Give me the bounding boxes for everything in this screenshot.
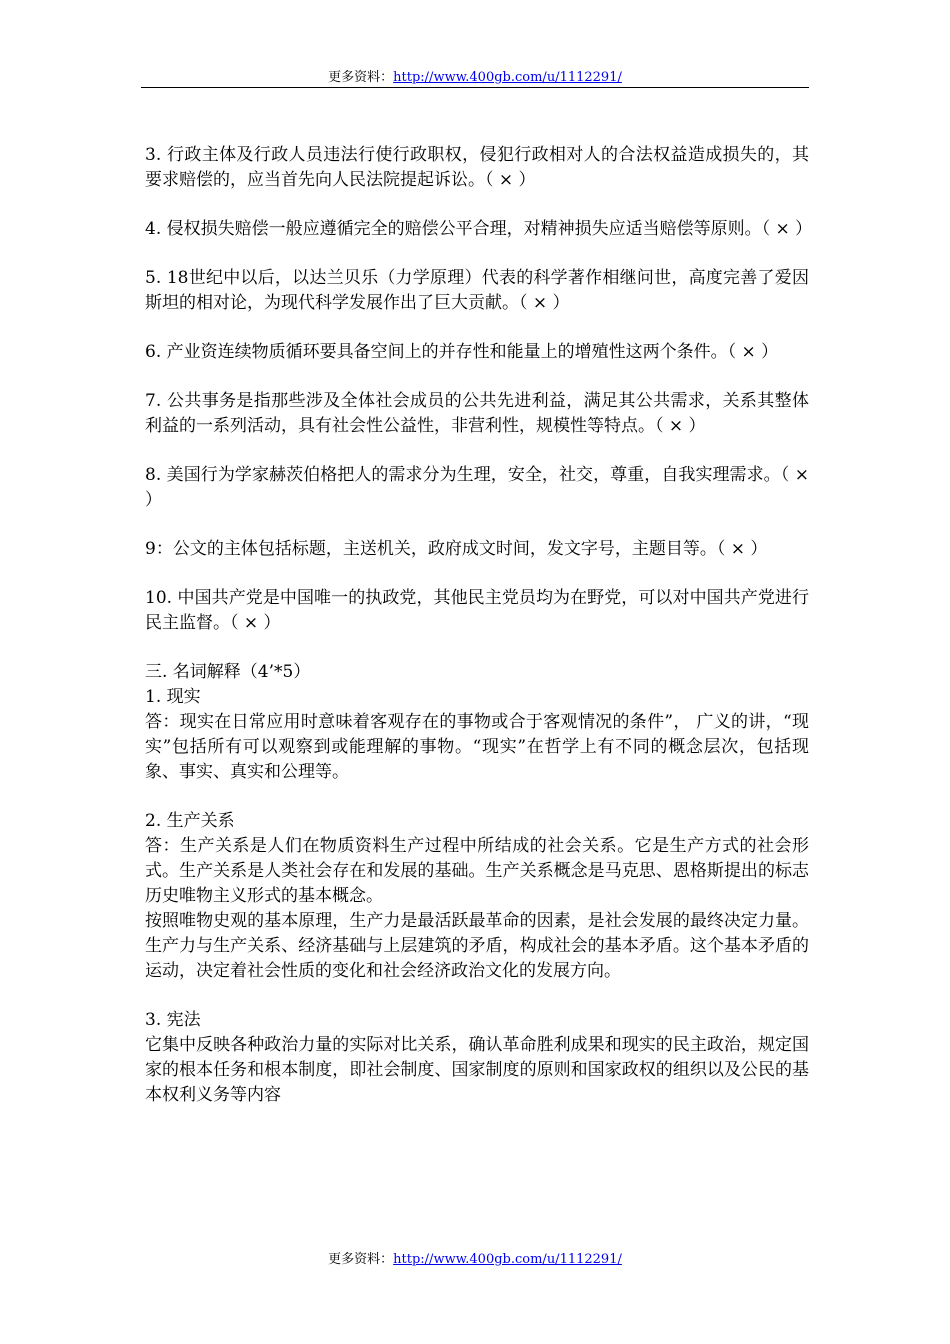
header-link[interactable]: http://www.400gb.com/u/1112291/ [393,70,622,85]
true-false-item-8: 8. 美国行为学家赫茨伯格把人的需求分为生理，安全，社交，尊重，自我实理需求。（ × ） [145,465,809,510]
term-answer: 它集中反映各种政治力量的实际对比关系，确认革命胜利成果和现实的民主政治，规定国家的根本任务和根本制度，即社会制度、国家制度的原则和国家政权的组织以及公民的基本权利义务等内容 [145,1035,809,1105]
header-rule [141,87,809,88]
document-body [145,143,813,1108]
term-title: 2. 生产关系 [145,811,235,831]
true-false-item-9: 9：公文的主体包括标题，主送机关，政府成文时间，发文字号，主题目等。（ × ） [145,539,768,559]
true-false-item-5: 5. 18世纪中以后，以达兰贝乐（力学原理）代表的科学著作相继问世，高度完善了爱因斯坦的相对论，为现代科学发展作出了巨大贡献。（ × ） [145,268,809,313]
true-false-item-6: 6. 产业资连续物质循环要具备空间上的并存性和能量上的增殖性这两个条件。（ × ） [145,342,779,362]
true-false-item-3: 3. 行政主体及行政人员违法行使行政职权，侵犯行政相对人的合法权益造成损失的，其要求赔偿的，应当首先向人民法院提起诉讼。（ × ） [145,145,809,190]
term-answer: 答：现实在日常应用时意味着客观存在的事物或合于客观情况的条件”， 广义的讲，“现实”包括所有可以观察到或能理解的事物。“现实”在哲学上有不同的概念层次，包括现象、事实、真实和公理等。 [145,712,809,782]
true-false-item-10: 10. 中国共产党是中国唯一的执政党，其他民主党员均为在野党，可以对中国共产党进行民主监督。（ × ） [145,588,809,633]
term-answer: 答：生产关系是人们在物质资料生产过程中所结成的社会关系。它是生产方式的社会形式。生产关系是人类社会存在和发展的基础。生产关系概念是马克思、恩格斯提出的标志历史唯物主义形式的基本概念。 [145,836,809,906]
term-answer: 按照唯物史观的基本原理，生产力是最活跃最革命的因素，是社会发展的最终决定力量。生产力与生产关系、经济基础与上层建筑的矛盾，构成社会的基本矛盾。这个基本矛盾的运动，决定着社会性质的变化和社会经济政治文化的发展方向。 [145,911,809,981]
footer-link[interactable]: http://www.400gb.com/u/1112291/ [393,1252,622,1267]
true-false-item-4: 4. 侵权损失赔偿一般应遵循完全的赔偿公平合理，对精神损失应适当赔偿等原则。（ × ） [145,219,813,239]
true-false-item-7: 7. 公共事务是指那些涉及全体社会成员的公共先进利益，满足其公共需求，关系其整体利益的一系列活动，具有社会性公益性，非营利性，规模性等特点。（ × ） [145,391,809,436]
term-title: 3. 宪法 [145,1010,201,1030]
footer-prefix: 更多资料： [328,1252,394,1267]
page-footer [0,1248,950,1267]
header-prefix: 更多资料： [328,70,394,85]
section-heading: 三. 名词解释（4’*5） [145,662,311,682]
term-title: 1. 现实 [145,687,201,707]
page-header [0,66,950,85]
